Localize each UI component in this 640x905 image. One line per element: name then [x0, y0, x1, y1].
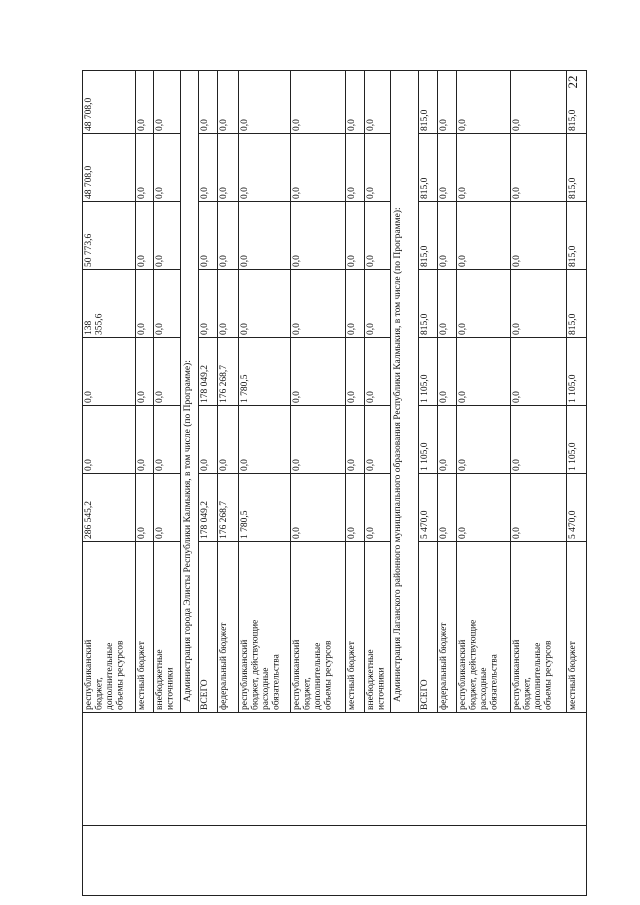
table-cell	[154, 474, 181, 542]
table-cell	[567, 338, 587, 406]
table-cell	[419, 202, 438, 270]
cell-value: 0,0	[458, 323, 468, 335]
table-cell	[154, 338, 181, 406]
table-cell	[291, 270, 346, 338]
table-cell	[199, 406, 218, 474]
table-cell	[365, 270, 391, 338]
table-cell	[438, 270, 457, 338]
cell-value: 0,0	[347, 391, 357, 403]
cell-value: 178 049,2	[200, 365, 210, 403]
table-cell	[239, 270, 291, 338]
cell-value: 0,0	[219, 255, 229, 267]
row-label: местный бюджет	[347, 641, 357, 710]
page-number: 22	[565, 75, 580, 89]
cell-value: 815,0	[568, 313, 578, 335]
cell-value: 0,0	[458, 255, 468, 267]
table-cell	[83, 202, 136, 270]
table-cell	[438, 134, 457, 202]
row-label: местный бюджет	[568, 641, 578, 710]
table-cell	[567, 270, 587, 338]
cell-value: 286 545,2	[84, 501, 94, 539]
cell-value: 0,0	[347, 527, 357, 539]
cell-value: 0,0	[439, 323, 449, 335]
cell-value: 176 268,7	[219, 501, 229, 539]
table-cell	[365, 202, 391, 270]
row-label-cell	[511, 542, 567, 713]
table-cell	[511, 270, 567, 338]
cell-value: 48 708,0	[84, 165, 94, 199]
cell-value: 0,0	[512, 255, 522, 267]
table-cell	[365, 406, 391, 474]
row-label: ВСЕГО	[200, 679, 210, 710]
cell-value: 0,0	[292, 527, 302, 539]
cell-value: 0,0	[240, 459, 250, 471]
cell-value: 1 780,5	[240, 510, 250, 539]
section-title-text: Администрация города Элисты Республики Калмыкия, в том числе (по Программе):	[183, 360, 193, 702]
table-cell	[346, 406, 365, 474]
table-cell	[438, 474, 457, 542]
row-label: республиканский бюджет, дополнительные объемы ресурсов	[512, 639, 554, 710]
cell-value: 0,0	[219, 187, 229, 199]
cell-value: 0,0	[219, 323, 229, 335]
cell-value: 0,0	[155, 527, 165, 539]
cell-value: 0,0	[366, 323, 376, 335]
row-label-cell	[457, 542, 511, 713]
table-cell	[291, 474, 346, 542]
table-cell	[218, 406, 239, 474]
cell-value: 0,0	[347, 187, 357, 199]
table-cell	[154, 270, 181, 338]
cell-value: 0,0	[155, 391, 165, 403]
table-cell	[438, 406, 457, 474]
table-cell	[346, 270, 365, 338]
cell-value: 0,0	[292, 459, 302, 471]
table-cell	[136, 406, 154, 474]
cell-value: 815,0	[420, 313, 430, 335]
cell-value: 0,0	[512, 459, 522, 471]
cell-value: 0,0	[155, 187, 165, 199]
cell-value: 0,0	[458, 459, 468, 471]
section-title	[181, 71, 199, 713]
cell-value: 0,0	[347, 119, 357, 131]
table-cell	[419, 134, 438, 202]
cell-value: 1 780,5	[240, 374, 250, 403]
cell-value: 0,0	[292, 323, 302, 335]
cell-value: 0,0	[439, 119, 449, 131]
cell-value: 178 049,2	[200, 501, 210, 539]
table-cell	[199, 134, 218, 202]
table-cell	[239, 474, 291, 542]
table-cell	[346, 202, 365, 270]
cell-value: 0,0	[155, 323, 165, 335]
table-cell	[199, 474, 218, 542]
table-cell	[457, 474, 511, 542]
table-cell	[136, 202, 154, 270]
cell-value: 1 105,0	[420, 442, 430, 471]
table-cell	[291, 134, 346, 202]
cell-value: 0,0	[458, 119, 468, 131]
cell-value: 1 105,0	[568, 442, 578, 471]
table-cell	[199, 270, 218, 338]
cell-value: 50 773,6	[84, 233, 94, 267]
row-label: федеральный бюджет	[439, 622, 449, 710]
cell-value: 5 470,0	[420, 510, 430, 539]
table-cell	[199, 202, 218, 270]
table-cell	[136, 338, 154, 406]
row-label: внебюджетные источники	[366, 649, 387, 710]
cell-value: 0,0	[137, 459, 147, 471]
section-title	[391, 71, 419, 713]
table-cell	[438, 338, 457, 406]
cell-value: 0,0	[439, 527, 449, 539]
table-cell	[83, 338, 136, 406]
table-cell	[218, 270, 239, 338]
cell-value: 815,0	[420, 109, 430, 131]
table-cell	[218, 202, 239, 270]
cell-value: 0,0	[458, 527, 468, 539]
table-cell	[457, 338, 511, 406]
cell-value: 0,0	[219, 459, 229, 471]
table-cell	[291, 71, 346, 134]
table-cell	[136, 474, 154, 542]
cell-value: 0,0	[439, 391, 449, 403]
table-cell	[154, 134, 181, 202]
cell-value: 815,0	[420, 177, 430, 199]
table-cell	[291, 202, 346, 270]
empty-cell	[83, 713, 587, 826]
cell-value: 0,0	[200, 323, 210, 335]
cell-value: 0,0	[347, 323, 357, 335]
row-label-cell	[438, 542, 457, 713]
row-label: федеральный бюджет	[219, 622, 229, 710]
cell-value: 0,0	[439, 459, 449, 471]
table-cell	[291, 338, 346, 406]
row-label: республиканский бюджет, действующие расходные обязательства	[240, 619, 282, 710]
table-cell	[365, 338, 391, 406]
cell-value: 5 470,0	[568, 510, 578, 539]
table-cell	[136, 270, 154, 338]
row-label-cell	[291, 542, 346, 713]
cell-value: 0,0	[137, 323, 147, 335]
cell-value: 1 105,0	[420, 374, 430, 403]
cell-value: 0,0	[439, 187, 449, 199]
table-cell	[218, 134, 239, 202]
table-cell	[154, 71, 181, 134]
table-cell	[511, 134, 567, 202]
table-cell	[457, 71, 511, 134]
cell-value: 0,0	[200, 187, 210, 199]
cell-value: 0,0	[137, 187, 147, 199]
table-cell	[419, 71, 438, 134]
cell-value: 0,0	[155, 255, 165, 267]
row-label: ВСЕГО	[420, 679, 430, 710]
table-cell	[567, 474, 587, 542]
table-cell	[567, 71, 587, 134]
table-cell	[346, 134, 365, 202]
table-cell	[239, 71, 291, 134]
cell-value: 0,0	[292, 391, 302, 403]
cell-value: 0,0	[366, 527, 376, 539]
table-cell	[567, 202, 587, 270]
table-cell	[567, 134, 587, 202]
table-cell	[457, 202, 511, 270]
table-cell	[438, 71, 457, 134]
table-cell	[511, 474, 567, 542]
cell-value: 815,0	[568, 245, 578, 267]
cell-value: 0,0	[84, 459, 94, 471]
table-cell	[136, 134, 154, 202]
table-cell	[239, 202, 291, 270]
cell-value: 0,0	[512, 323, 522, 335]
table-cell	[199, 71, 218, 134]
cell-value: 0,0	[240, 119, 250, 131]
cell-value: 0,0	[458, 391, 468, 403]
table-cell	[83, 71, 136, 134]
table-cell	[419, 406, 438, 474]
cell-value: 0,0	[512, 187, 522, 199]
table-cell	[83, 474, 136, 542]
row-label-cell	[199, 542, 218, 713]
cell-value: 0,0	[512, 119, 522, 131]
cell-value: 1 105,0	[568, 374, 578, 403]
table-cell	[419, 338, 438, 406]
table-cell	[218, 338, 239, 406]
cell-value: 0,0	[137, 391, 147, 403]
cell-value: 0,0	[137, 527, 147, 539]
cell-value: 0,0	[240, 187, 250, 199]
cell-value: 0,0	[347, 255, 357, 267]
table-cell	[567, 406, 587, 474]
cell-value: 0,0	[219, 119, 229, 131]
cell-value: 176 268,7	[219, 365, 229, 403]
cell-value: 0,0	[200, 119, 210, 131]
budget-table	[82, 70, 587, 896]
cell-value: 138 355,6	[84, 313, 105, 335]
table-cell	[218, 71, 239, 134]
cell-value: 0,0	[366, 255, 376, 267]
cell-value: 0,0	[292, 255, 302, 267]
cell-value: 0,0	[512, 391, 522, 403]
cell-value: 0,0	[240, 255, 250, 267]
cell-value: 0,0	[137, 255, 147, 267]
row-label: местный бюджет	[137, 641, 147, 710]
table-cell	[239, 406, 291, 474]
row-label: республиканский бюджет, дополнительные объемы ресурсов	[292, 639, 334, 710]
cell-value: 0,0	[439, 255, 449, 267]
table-cell	[511, 406, 567, 474]
table-cell	[365, 134, 391, 202]
cell-value: 815,0	[568, 177, 578, 199]
row-label-cell	[136, 542, 154, 713]
cell-value: 0,0	[347, 459, 357, 471]
row-label-cell	[83, 542, 136, 713]
table-cell	[83, 406, 136, 474]
table-cell	[346, 338, 365, 406]
table-cell	[365, 474, 391, 542]
cell-value: 48 708,0	[84, 97, 94, 131]
table-cell	[419, 270, 438, 338]
row-label-cell	[239, 542, 291, 713]
cell-value: 0,0	[366, 187, 376, 199]
row-label-cell	[154, 542, 181, 713]
cell-value: 815,0	[568, 109, 578, 131]
row-label-cell	[365, 542, 391, 713]
row-label-cell	[346, 542, 365, 713]
table-cell	[346, 71, 365, 134]
section-title-text: Администрация Лаганского районного муниципального образования Республики Калмыкия, в том числе (по Программе):	[393, 207, 403, 702]
row-label: внебюджетные источники	[155, 649, 176, 710]
table-cell	[239, 134, 291, 202]
cell-value: 0,0	[458, 187, 468, 199]
table-cell	[154, 202, 181, 270]
table-cell	[457, 134, 511, 202]
cell-value: 0,0	[366, 119, 376, 131]
table-cell	[438, 202, 457, 270]
row-label-cell	[218, 542, 239, 713]
table-cell	[346, 474, 365, 542]
table-cell	[218, 474, 239, 542]
cell-value: 0,0	[155, 459, 165, 471]
table-cell	[291, 406, 346, 474]
table-cell	[83, 134, 136, 202]
cell-value: 0,0	[512, 527, 522, 539]
cell-value: 0,0	[366, 391, 376, 403]
table-cell	[239, 338, 291, 406]
cell-value: 0,0	[155, 119, 165, 131]
table-cell	[457, 406, 511, 474]
cell-value: 0,0	[200, 255, 210, 267]
table-cell	[365, 71, 391, 134]
cell-value: 0,0	[137, 119, 147, 131]
table-cell	[199, 338, 218, 406]
row-label-cell	[567, 542, 587, 713]
table-cell	[511, 202, 567, 270]
table-cell	[511, 338, 567, 406]
cell-value: 0,0	[200, 459, 210, 471]
empty-cell	[83, 826, 587, 896]
cell-value: 0,0	[292, 119, 302, 131]
cell-value: 0,0	[366, 459, 376, 471]
table-cell	[154, 406, 181, 474]
table-cell	[419, 474, 438, 542]
table-cell	[136, 71, 154, 134]
cell-value: 0,0	[84, 391, 94, 403]
row-label: республиканский бюджет, дополнительные объемы ресурсов	[84, 639, 126, 710]
row-label-cell	[419, 542, 438, 713]
row-label: республиканский бюджет, действующие расходные обязательства	[458, 619, 500, 710]
table-cell	[83, 270, 136, 338]
cell-value: 0,0	[240, 323, 250, 335]
cell-value: 0,0	[292, 187, 302, 199]
cell-value: 815,0	[420, 245, 430, 267]
table-cell	[511, 71, 567, 134]
table-cell	[457, 270, 511, 338]
